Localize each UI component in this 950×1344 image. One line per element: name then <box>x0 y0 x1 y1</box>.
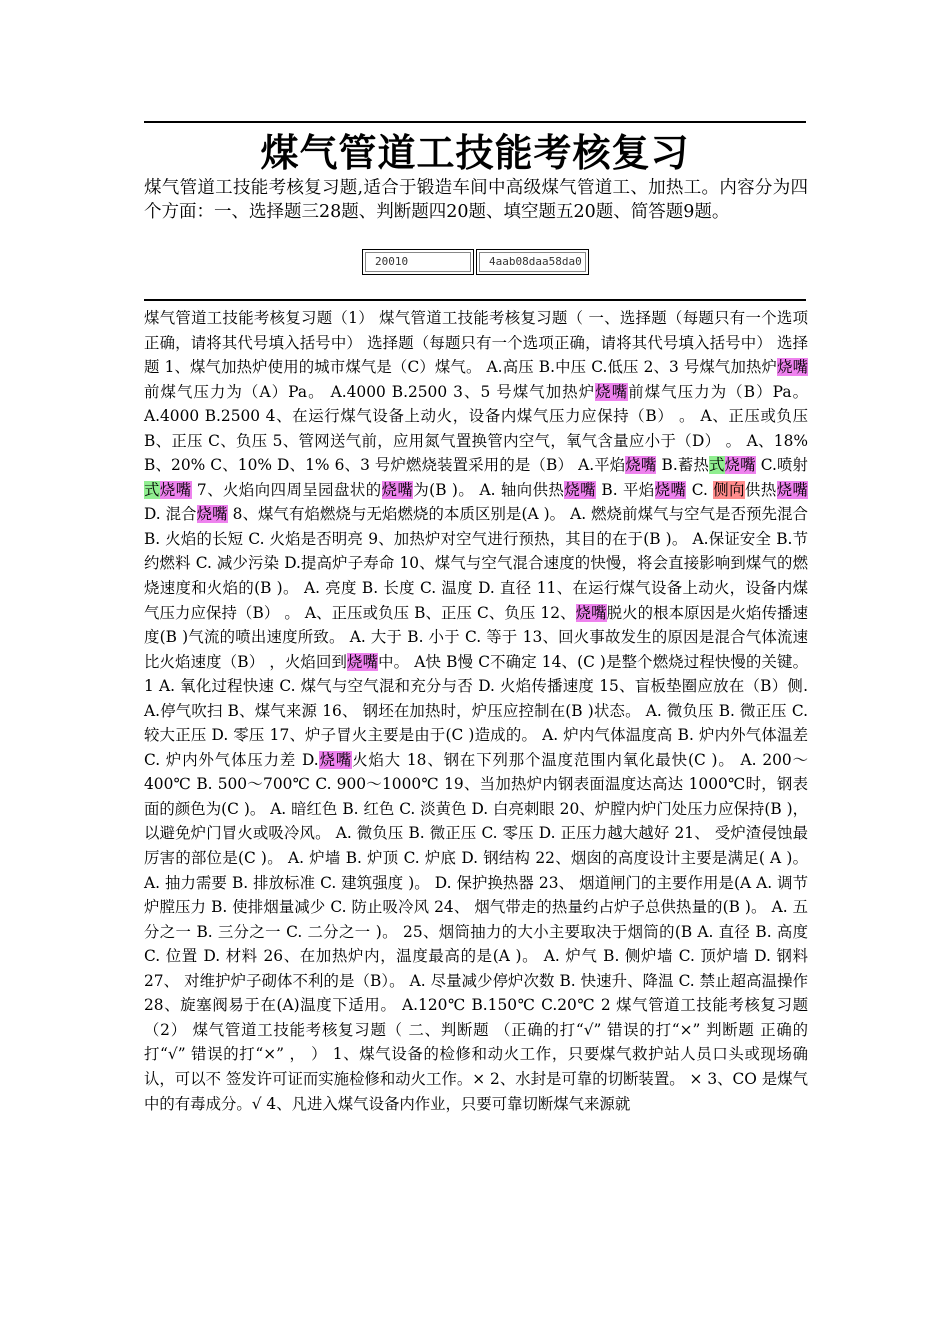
body-text-segment: 前煤气压力为（B）Pa。 A.4000 B.2500 4、在运行煤气设备上动火，设备内煤气压力应保持（B） 。 A、正压或负压 B、正压 C、负压 5、管网送气前，应用氮气置换管内空气，氧气含量应小于（D） 。 A、18% B、20% C、10% D、1% 6、3 号炉燃烧装置采用的是（B） A.平焰 <box>144 382 808 475</box>
body-text-segment: D. 混合 <box>144 505 197 524</box>
body-text-segment: 煤气管道工技能考核复习题（1） 煤气管道工技能考核复习题（ 一、选择题（每题只有一个选项正确，请将其代号填入括号中） 选择题（每题只有一个选项正确，请将其代号填入括号中） 选择题 1、煤气加热炉使用的城市煤气是（C）煤气。 A.高压 B.中压 C.低压 2、3 号煤气加热炉 <box>144 309 808 377</box>
top-rule <box>144 121 806 123</box>
highlighted-term: 烧嘴 <box>625 456 657 475</box>
body-text-segment: 中。 A快 B慢 C不确定 14、(C )是整个燃烧过程快慢的关键。 1 A. 氧化过程快速 C. 煤气与空气混和充分与否 D. 火焰传播速度 15、盲板垫圈应放在（B）侧. A.停气吹扫 B、煤气来源 16、 钢坯在加热时，炉压应控制在(B )状态。 A. 微负压 B. 微正压 C. 较大正压 D. 零压 17、炉子冒火主要是由于(C )造成的。 A. 炉内气体温度高 B. 炉内外气体温差 C. 炉内外气体压力差 D. <box>144 652 808 769</box>
body-text-segment: C. <box>686 480 714 499</box>
section-rule <box>144 299 806 301</box>
document-summary: 煤气管道工技能考核复习题,适合于锻造车间中高级煤气管道工、加热工。内容分为四个方面：一、选择题三28题、判断题四20题、填空题五20题、简答题9题。 <box>144 178 808 222</box>
document-hash-field: 4aab08daa58da0 <box>476 249 589 275</box>
body-text-segment: 供热 <box>744 480 777 499</box>
body-text-segment: 前煤气压力为（A）Pa。 A.4000 B.2500 3、5 号煤气加热炉 <box>144 382 596 401</box>
highlighted-term-green: 式 <box>144 480 160 499</box>
highlighted-term: 烧嘴 <box>595 382 629 401</box>
body-text-segment: B.蓄热 <box>656 456 709 475</box>
body-text-segment: B. 平焰 <box>596 480 655 499</box>
body-text-segment: C.喷射 <box>755 456 808 475</box>
highlighted-term: 烧嘴 <box>318 750 353 769</box>
highlighted-term: 烧嘴 <box>724 456 756 475</box>
body-text-segment: 7、火焰向四周呈园盘状的 <box>191 480 382 499</box>
document-code-field: 20010 <box>362 249 474 275</box>
highlighted-term: 烧嘴 <box>159 480 192 499</box>
document-body <box>144 306 808 1116</box>
body-text-segment: 8、煤气有焰燃烧与无焰燃烧的本质区别是(A )。 A. 燃烧前煤气与空气是否预先混合 B. 火焰的长短 C. 火焰是否明亮 9、加热炉对空气进行预热，其目的在于(B )。 A.保证安全 B.节约燃料 C. 减少污染 D.提高炉子寿命 10、煤气与空气混合速度的快慢，将会直接影响到煤气的燃烧速度和火焰的(B )。 A. 亮度 B. 长度 C. 温度 D. 直径 11、在运行煤气设备上动火，设备内煤气压力应保持（B） 。 A、正压或负压 B、正压 C、负压 12、 <box>144 505 808 622</box>
highlighted-term: 烧嘴 <box>654 480 687 499</box>
highlighted-term: 烧嘴 <box>347 652 379 671</box>
body-text-segment: 为(B )。 A. 轴向供热 <box>413 480 565 499</box>
document-title: 煤气管道工技能考核复习 <box>260 130 690 175</box>
highlighted-term: 烧嘴 <box>575 603 607 622</box>
highlighted-term: 烧嘴 <box>381 480 414 499</box>
highlighted-term: 烧嘴 <box>776 480 808 499</box>
highlighted-term: 烧嘴 <box>777 358 808 377</box>
body-text-segment: 火焰大 18、钢在下列那个温度范围内氧化最快(C )。 A. 200～400℃ B. 500～700℃ C. 900～1000℃ 19、当加热炉内钢表面温度达高达 1000℃时，钢表面的颜色为(C )。 A. 暗红色 B. 红色 C. 淡黄色 D. 白亮刺眼 20、炉膛内炉门处压力应保持(B )，以避免炉门冒火或吸冷风。 A. 微负压 B. 微正压 C. 零压 D. 正压力越大越好 21、 受炉渣侵蚀最厉害的部位是(C )。 A. 炉墙 B. 炉顶 C. 炉底 D. 钢结构 22、烟囱的高度设计主要是满足( A )。 A. 抽力需要 B. 排放标准 C. 建筑强度 )。 D. 保护换热器 23、 烟道闸门的主要作用是(A A. 调节炉膛压力 B. 使排烟量减少 C. 防止吸冷风 24、 烟气带走的热量约占炉子总供热量的(B )。 A. 五分之一 B. 三分之一 C. 二分之一 )。 25、烟筒抽力的大小主要取决于烟筒的(B A. 直径 B. 高度 C. 位置 D. 材料 26、在加热炉内，温度最高的是(A )。 A. 炉气 B. 侧炉墙 C. 顶炉墙 D. 钢料 27、 对维护炉子砌体不利的是（B）。 A. 尽量减少停炉次数 B. 快速升、降温 C. 禁止超高温操作 28、旋塞阀易于在(A)温度下适用。 A.120℃ B.150℃ C.20℃ 2 煤气管道工技能考核复习题（2） 煤气管道工技能考核复习题（ 二、判断题 （正确的打“√” 错误的打“×” 判断题 正确的打“√” 错误的打“×” ， ） 1、煤气设备的检修和动火工作，只要煤气救护站人员口头或现场确认，可以不 签发许可证而实施检修和动火工作。× 2、水封是可靠的切断装置。 × 3、CO 是煤气中的有毒成分。√ 4、凡进入煤气设备内作业，只要可靠切断煤气来源就 <box>144 750 808 1113</box>
body-text-segment: 脱火的根本原因是火焰传播速度(B )气流的喷出速度所致。 A. 大于 B. 小于 C. 等于 13、回火事故发生的原因是混合气体流速比火焰速度（B） ，火焰回到 <box>144 603 808 671</box>
highlighted-term-green: 式 <box>709 456 725 475</box>
highlighted-term: 烧嘴 <box>196 505 228 524</box>
highlighted-term: 烧嘴 <box>564 480 597 499</box>
highlighted-term-red: 侧向 <box>713 480 745 499</box>
